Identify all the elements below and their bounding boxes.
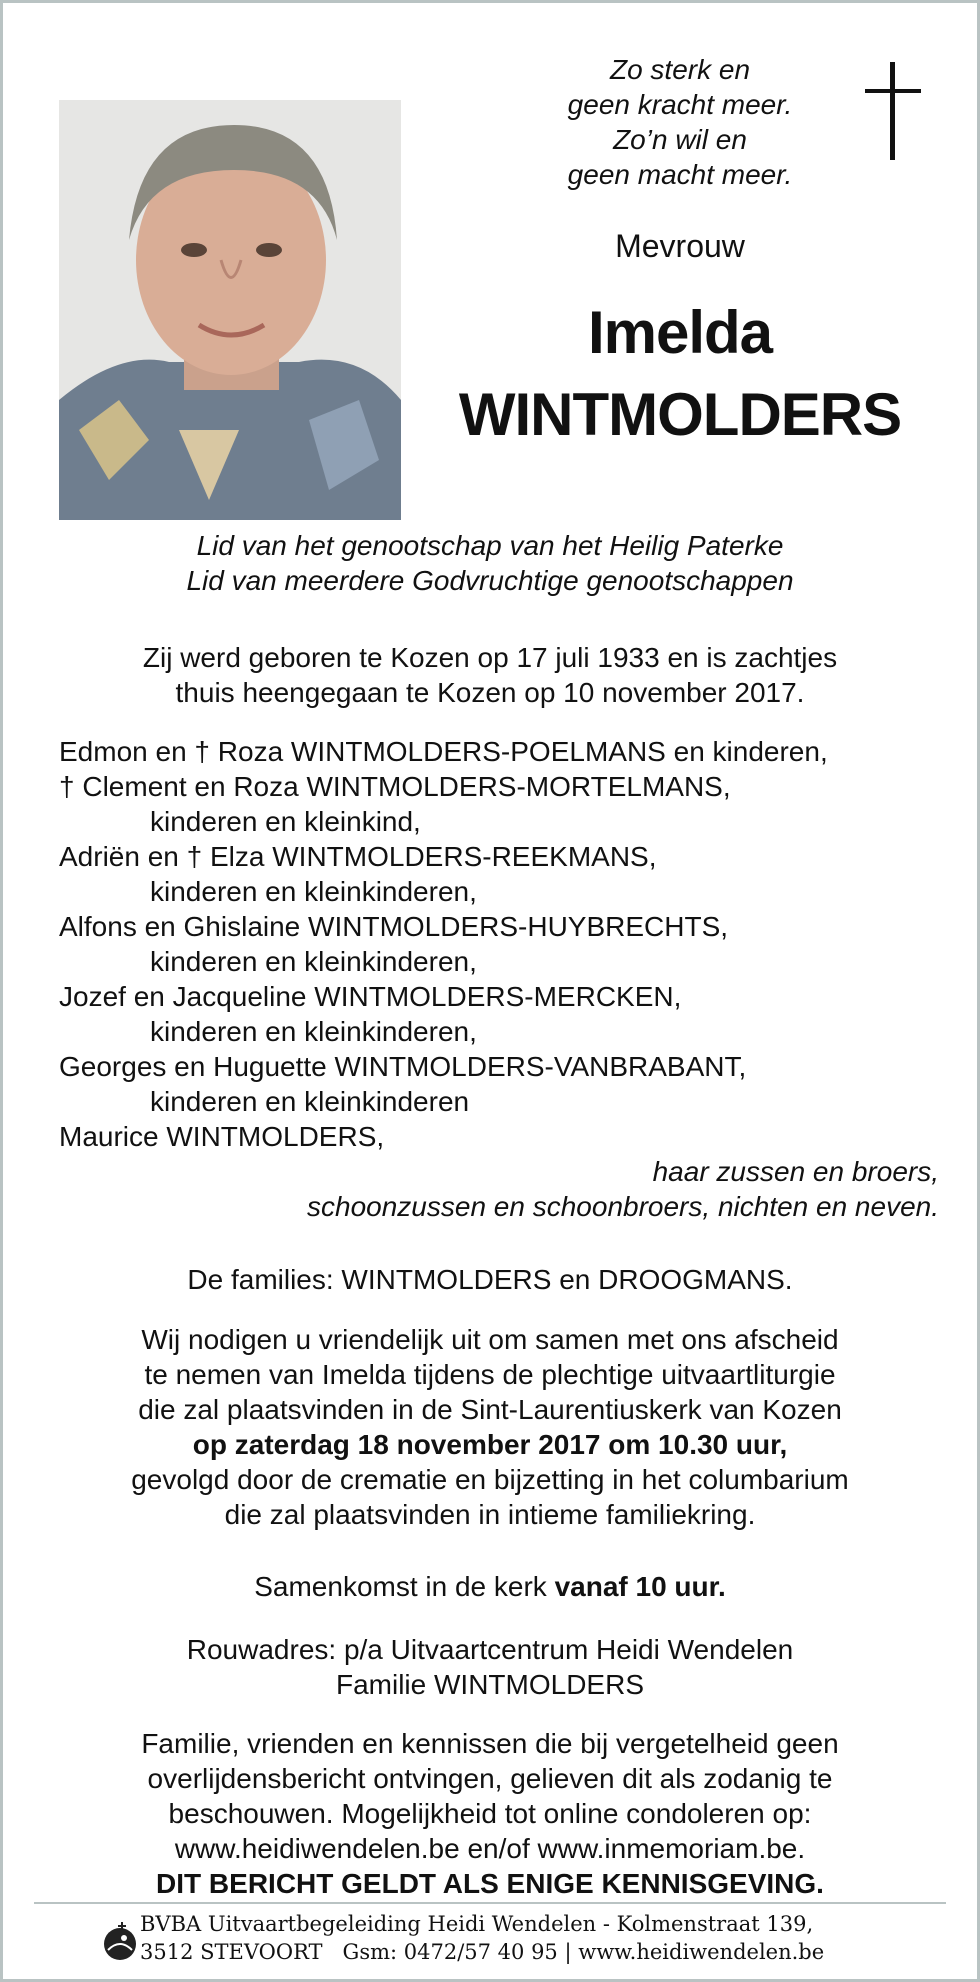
birth-death-line: Zij werd geboren te Kozen op 17 juli 1933 en is zachtjes [142,642,838,673]
birth-death-line: thuis heengegaan te Kozen op 10 november 2017. [175,677,805,708]
family-line: Georges en Huguette WINTMOLDERS-VANBRABANT, [59,1051,747,1082]
address-line: Rouwadres: p/a Uitvaartcentrum Heidi Wendelen [186,1634,794,1665]
portrait-illustration [59,100,401,520]
poem-line: geen kracht meer. [567,89,793,120]
family-line: kinderen en kleinkinderen [150,1086,470,1117]
funeral-invitation [40,1322,940,1532]
membership-line: Lid van meerdere Godvruchtige genootschappen [186,565,794,596]
invitation-line: gevolgd door de crematie en bijzetting in het columbarium [131,1464,849,1495]
family-line: Jozef en Jacqueline WINTMOLDERS-MERCKEN, [59,981,682,1012]
poem-line: Zo sterk en [609,54,751,85]
family-line: Maurice WINTMOLDERS, [59,1121,385,1152]
invitation-line: te nemen van Imelda tijdens de plechtige uitvaartliturgie [144,1359,836,1390]
gathering-time: vanaf 10 uur. [554,1571,726,1602]
invitation-line: die zal plaatsvinden in de Sint-Laurentiuskerk van Kozen [138,1394,842,1425]
funeral-home-footer [140,1910,824,1966]
family-line: kinderen en kleinkind, [150,806,421,837]
funeral-home-logo-icon [100,1918,140,1962]
family-list [59,734,939,1224]
family-line: kinderen en kleinkinderen, [150,876,477,907]
condolence-line: overlijdensbericht ontvingen, gelieven dit als zodanig te [147,1763,833,1794]
family-line: Adriën en † Elza WINTMOLDERS-REEKMANS, [59,841,657,872]
family-line: Edmon en † Roza WINTMOLDERS-POELMANS en kinderen, [59,736,828,767]
condolence-info [40,1726,940,1901]
sole-notice: DIT BERICHT GELDT ALS ENIGE KENNISGEVING. [156,1868,824,1899]
footer-line: BVBA Uitvaartbegeleiding Heidi Wendelen - Kolmenstraat 139, [140,1912,814,1936]
relatives-line: schoonzussen en schoonbroers, nichten en neven. [307,1191,939,1222]
mourning-address [40,1632,940,1702]
membership-line: Lid van het genootschap van het Heilig Paterke [196,530,784,561]
family-line: kinderen en kleinkinderen, [150,1016,477,1047]
condolence-line: Familie, vrienden en kennissen die bij vergetelheid geen [141,1728,839,1759]
relatives-line: haar zussen en broers, [652,1156,939,1187]
invitation-line: die zal plaatsvinden in intieme familiekring. [224,1499,756,1530]
birth-death-text [40,640,940,710]
funeral-date: op zaterdag 18 november 2017 om 10.30 uur, [192,1429,788,1460]
condolence-line: www.heidiwendelen.be en/of www.inmemoriam.be. [174,1833,806,1864]
address-line: Familie WINTMOLDERS [335,1669,644,1700]
footer-divider [34,1902,946,1904]
condolence-line: beschouwen. Mogelijkheid tot online condoleren op: [168,1798,812,1829]
gathering-info [40,1569,940,1604]
invitation-line: Wij nodigen u vriendelijk uit om samen met ons afscheid [141,1324,839,1355]
poem-line: Zo’n wil en [613,124,747,155]
deceased-first-name: Imelda [587,299,773,366]
memorial-poem [480,52,880,192]
memberships [40,528,940,598]
portrait-photo [59,100,401,520]
honorific: Mevrouw [615,228,745,264]
family-line: kinderen en kleinkinderen, [150,946,477,977]
deceased-last-name: WINTMOLDERS [458,381,902,448]
gathering-text: Samenkomst in de kerk [254,1571,555,1602]
family-line: Alfons en Ghislaine WINTMOLDERS-HUYBRECHTS, [59,911,729,942]
footer-line: 3512 STEVOORT Gsm: 0472/57 40 95 | www.heidiwendelen.be [140,1940,825,1964]
family-line: † Clement en Roza WINTMOLDERS-MORTELMANS, [59,771,731,802]
families-line: De families: WINTMOLDERS en DROOGMANS. [187,1264,793,1295]
poem-line: geen macht meer. [567,159,793,190]
cross-icon [865,62,921,160]
